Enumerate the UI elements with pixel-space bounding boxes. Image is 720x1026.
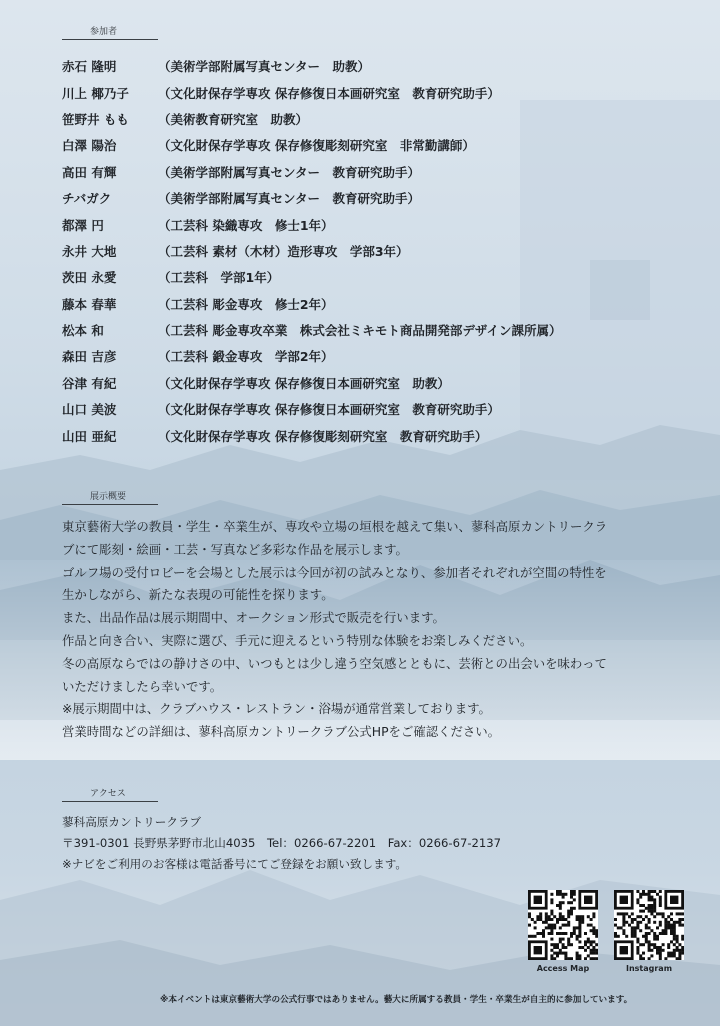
access-info	[62, 812, 622, 875]
participant-row	[62, 238, 682, 264]
participant-row	[62, 422, 682, 448]
participant-row	[62, 53, 682, 79]
qr-access-map-label: Access Map	[536, 964, 590, 973]
participant-name: 松本 和	[62, 323, 104, 339]
participant-name: 山口 美波	[62, 402, 117, 418]
participant-affiliation: （文化財保存学専攻 保存修復日本画研究室 教育研究助手）	[158, 402, 500, 418]
participant-row	[62, 396, 682, 422]
participant-affiliation: （美術学部附属写真センター 教育研究助手）	[158, 191, 421, 207]
participant-affiliation: （工芸科 彫金専攻卒業 株式会社ミキモト商品開発部デザイン課所属）	[158, 323, 562, 339]
participant-row	[62, 159, 682, 185]
participants-heading: 参加者	[62, 24, 158, 37]
participant-name: 茨田 永愛	[62, 270, 117, 286]
venue-address: 〒391-0301 長野県茅野市北山4035 Tel：0266-67-2201 Fax：0266-67-2137	[62, 836, 502, 850]
qr-instagram-label: Instagram	[625, 964, 673, 973]
participant-row	[62, 370, 682, 396]
participant-affiliation: （美術学部附属写真センター 助教）	[158, 59, 371, 75]
participant-row	[62, 132, 682, 158]
participant-row	[62, 291, 682, 317]
participant-name: 永井 大地	[62, 243, 117, 259]
participant-row	[62, 106, 682, 132]
participant-affiliation: （美術学部附属写真センター 教育研究助手）	[158, 164, 421, 180]
overview-line: ※展示期間中は、クラブハウス・レストラン・浴場が通常営業しております。	[62, 701, 491, 717]
overview-line: いただけましたら幸いです。	[62, 678, 223, 694]
participant-row	[62, 185, 682, 211]
participant-name: 都澤 円	[62, 217, 104, 233]
overview-line: 東京藝術大学の教員・学生・卒業生が、専攻や立場の垣根を越えて集い、蓼科高原カントリークラ	[62, 519, 608, 534]
participant-name: 藤本 春華	[62, 296, 117, 312]
overview-line: 作品と向き合い、実際に選び、手元に迎えるという特別な体験をお楽しみください。	[62, 632, 533, 648]
qr-instagram[interactable]	[614, 890, 684, 973]
participant-name: チバガク	[62, 191, 112, 207]
participant-affiliation: （美術教育研究室 助教）	[158, 111, 309, 127]
participant-row	[62, 317, 682, 343]
navigation-note: ※ナビをご利用のお客様は電話番号にてご登録をお願い致します。	[62, 857, 408, 871]
participant-affiliation: （文化財保存学専攻 保存修復彫刻研究室 非常勤講師）	[158, 138, 475, 154]
participant-name: 笹野井 もも	[62, 111, 129, 127]
participant-name: 森田 吉彦	[62, 349, 117, 365]
participant-affiliation: （工芸科 彫金専攻 修士2年）	[158, 296, 334, 312]
participant-row	[62, 343, 682, 369]
participant-affiliation: （工芸科 素材（木材）造形専攻 学部3年）	[158, 243, 409, 259]
participants-list	[62, 53, 682, 449]
participant-row	[62, 211, 682, 237]
participant-name: 高田 有輝	[62, 164, 117, 180]
participant-name: 谷津 有紀	[62, 375, 117, 391]
access-heading: アクセス	[62, 786, 158, 799]
participant-row	[62, 264, 682, 290]
participant-name: 山田 亜紀	[62, 428, 117, 444]
participant-row	[62, 79, 682, 105]
participant-affiliation: （文化財保存学専攻 保存修復彫刻研究室 教育研究助手）	[158, 428, 488, 444]
overview-line: 生かしながら、新たな表現の可能性を探ります。	[62, 587, 334, 603]
participant-affiliation: （工芸科 学部1年）	[158, 270, 280, 286]
overview-heading: 展示概要	[62, 489, 158, 502]
participant-name: 赤石 隆明	[62, 59, 117, 75]
participant-name: 白澤 陽治	[62, 138, 117, 154]
overview-line: 冬の高原ならではの静けさの中、いつもとは少し違う空気感とともに、芸術との出会いを味わって	[62, 655, 607, 671]
venue-name: 蓼科高原カントリークラブ	[62, 815, 202, 829]
qr-code-icon	[528, 890, 598, 960]
participant-affiliation: （工芸科 鍛金専攻 学部2年）	[158, 349, 334, 365]
qr-access-map[interactable]	[528, 890, 598, 973]
participant-affiliation: （工芸科 染織専攻 修士1年）	[158, 217, 334, 233]
overview-text	[62, 516, 702, 744]
qr-code-icon	[614, 890, 684, 960]
overview-line: ブにて彫刻・絵画・工芸・写真など多彩な作品を展示します。	[62, 541, 408, 557]
participant-affiliation: （文化財保存学専攻 保存修復日本画研究室 教育研究助手）	[158, 85, 500, 101]
participant-name: 川上 椰乃子	[62, 85, 129, 101]
participant-affiliation: （文化財保存学専攻 保存修復日本画研究室 助教）	[158, 375, 450, 391]
overview-line: ゴルフ場の受付ロビーを会場とした展示は今回が初の試みとなり、参加者それぞれが空間の特性を	[62, 564, 607, 580]
overview-line: 営業時間などの詳細は、蓼科高原カントリークラブ公式HPをご確認ください。	[62, 724, 501, 740]
overview-line: また、出品作品は展示期間中、オークション形式で販売を行います。	[62, 610, 445, 626]
footnote: ※本イベントは東京藝術大学の公式行事ではありません。藝大に所属する教員・学生・卒業生が自主的に参加しています。	[160, 995, 633, 1005]
